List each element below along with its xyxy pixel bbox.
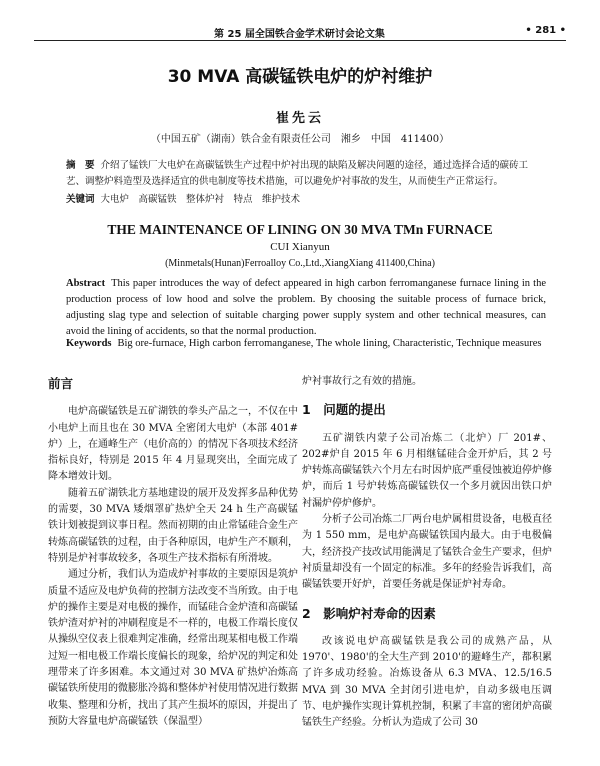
section-heading-2: 2 影响炉衬寿命的因素 xyxy=(302,605,436,621)
keywords-en-label: Keywords xyxy=(66,338,112,349)
left-column xyxy=(48,374,298,730)
abstract-en-label: Abstract xyxy=(66,278,106,289)
author-cn: 崔先云 xyxy=(275,111,324,126)
affiliation-en: (Minmetals(Hunan)Ferroalloy Co.,Ltd.,XiangXiang 411400,China) xyxy=(165,258,435,269)
section-heading-preface: 前言 xyxy=(48,376,74,391)
section-heading-1: 1 问题的提出 xyxy=(302,402,386,418)
body-paragraph: 炉衬事故行之有效的措施。 xyxy=(302,376,422,387)
paper-title-cn: 30 MVA 高碳锰铁电炉的炉衬维护 xyxy=(167,67,433,87)
abstract-en-text: This paper introduces the way of defect appeared in high carbon ferromanganese furnace lining in the production process of low hood and solve the problem. By choosing the suitable process of furnace brick, adjusting slag type and selection of suitable charging power supply system and other technical measures, can avoid the lining of accidents, so that the normal production. xyxy=(66,278,546,337)
affiliation-cn: （中国五矿（湖南）铁合金有限责任公司 湘乡 中国 411400） xyxy=(150,134,450,145)
abstract-en xyxy=(66,276,546,340)
body-paragraph: 五矿湖铁内蒙子公司冶炼二（北炉）厂 201#、202#炉自 2015 年 6 月相继锰硅合金开炉后，其 2 号炉转炼高碳锰铁六个月左右时因炉底严重侵蚀被迫停炉修炉，而后 1 号炉转炼高碳锰铁仅一个多月就因出铁口炉衬漏炉停炉修炉。 xyxy=(302,432,552,509)
abstract-cn xyxy=(66,158,546,190)
abstract-cn-text: 介绍了锰铁厂大电炉在高碳锰铁生产过程中炉衬出现的缺陷及解决问题的途径，通过选择合适的碳砖工艺、调整炉料造型及选择适宜的供电制度等技术措施，可以避免炉衬事故的发生，从而使生产正常运行。 xyxy=(66,160,529,187)
body-paragraph: 随着五矿湖铁北方基地建设的展开及发挥多品种优势的需要，30 MVA 矮烟罩矿热炉全天 24 h 生产高碳锰铁计划被提到议事日程。然而初期的由止常锰硅合金生产转炼高碳锰铁的过程，由于各种原因，电炉生产不顺利，特别是炉衬事故较多，各项生产技术指标有所滑坡。 xyxy=(48,487,298,564)
body-paragraph: 通过分析，我们认为造成炉衬事故的主要原因是筑炉质量不适应及电炉负荷的控制方法改变不当所致。由于电炉的操作主要是对电极的操作，而锰硅合金炉渣和高碳锰铁炉渣对炉衬的冲刷程度是不一样的，电极工作端长度仅从操纵空仪表上很难判定准确，经常出现某相电极工作端过短一相电极工作端长度偏长的现象，给炉况的判定和处理带来了许多困难。本文通过对 30 MVA 矿热炉冶炼高碳锰铁所使用的微膨胀冷捣和整体炉衬使用情况进行数据收集、整理和分析，找出了其产生损坏的原因，并提出了预防大容量电炉高碳锰铁（保温型） xyxy=(48,569,298,727)
keywords-cn-label: 关键词 xyxy=(66,194,95,205)
keywords-en xyxy=(66,338,546,349)
page-number: • 281 • xyxy=(525,25,566,36)
body-paragraph: 改该说电炉高碳锰铁是我公司的成熟产品，从 1970'、1980'的全大生产到 2010'的避峰生产，都积累了许多成功经验。冶炼设备从 6.3 MVA、12.5/16.5 MVA 到 30 MVA 全封闭引进电炉，自动多级电压调节、电炉操作实现计算机控制，积累了丰富的密闭炉高碳锰铁生产经验。分析认为造成了公司 30 xyxy=(302,635,552,729)
paper-title-en: THE MAINTENANCE OF LINING ON 30 MVA TMn FURNACE xyxy=(107,222,493,237)
author-en: CUI Xianyun xyxy=(270,241,330,253)
body-paragraph: 电炉高碳锰铁是五矿湖铁的拳头产品之一，不仅在中小电炉上而且也在 30 MVA 全密闭大电炉（本部 401#炉）上，在通峰生产（电价高的）的情况下各项技术经济指标良好，特别是 2015 年 4 月显现突出，全面完成了降本增效计划。 xyxy=(48,406,298,483)
journal-venue: 第 25 届全国铁合金学术研讨会论文集 xyxy=(214,29,385,40)
body-paragraph: 分析子公司冶炼二厂两台电炉属相贯设备，电极直径为 1 550 mm，是电炉高碳锰铁国内最大。由于电极偏大，经济投产技改试用能满足了锰铁合金生产要求，但炉衬质量却没有一个固定的标准。多年的经验告诉我们，高碳锰铁要开好炉，首要任务就是保证炉衬寿命。 xyxy=(302,514,552,591)
abstract-cn-label: 摘 要 xyxy=(66,160,95,171)
right-column xyxy=(302,374,552,732)
keywords-cn-text: 大电炉 高碳锰铁 整体炉衬 特点 维护技术 xyxy=(100,194,301,205)
keywords-en-text: Big ore-furnace, High carbon ferromanganese, The whole lining, Characteristic, Technique measures xyxy=(117,338,542,349)
running-header xyxy=(34,22,566,41)
keywords-cn xyxy=(66,191,546,205)
